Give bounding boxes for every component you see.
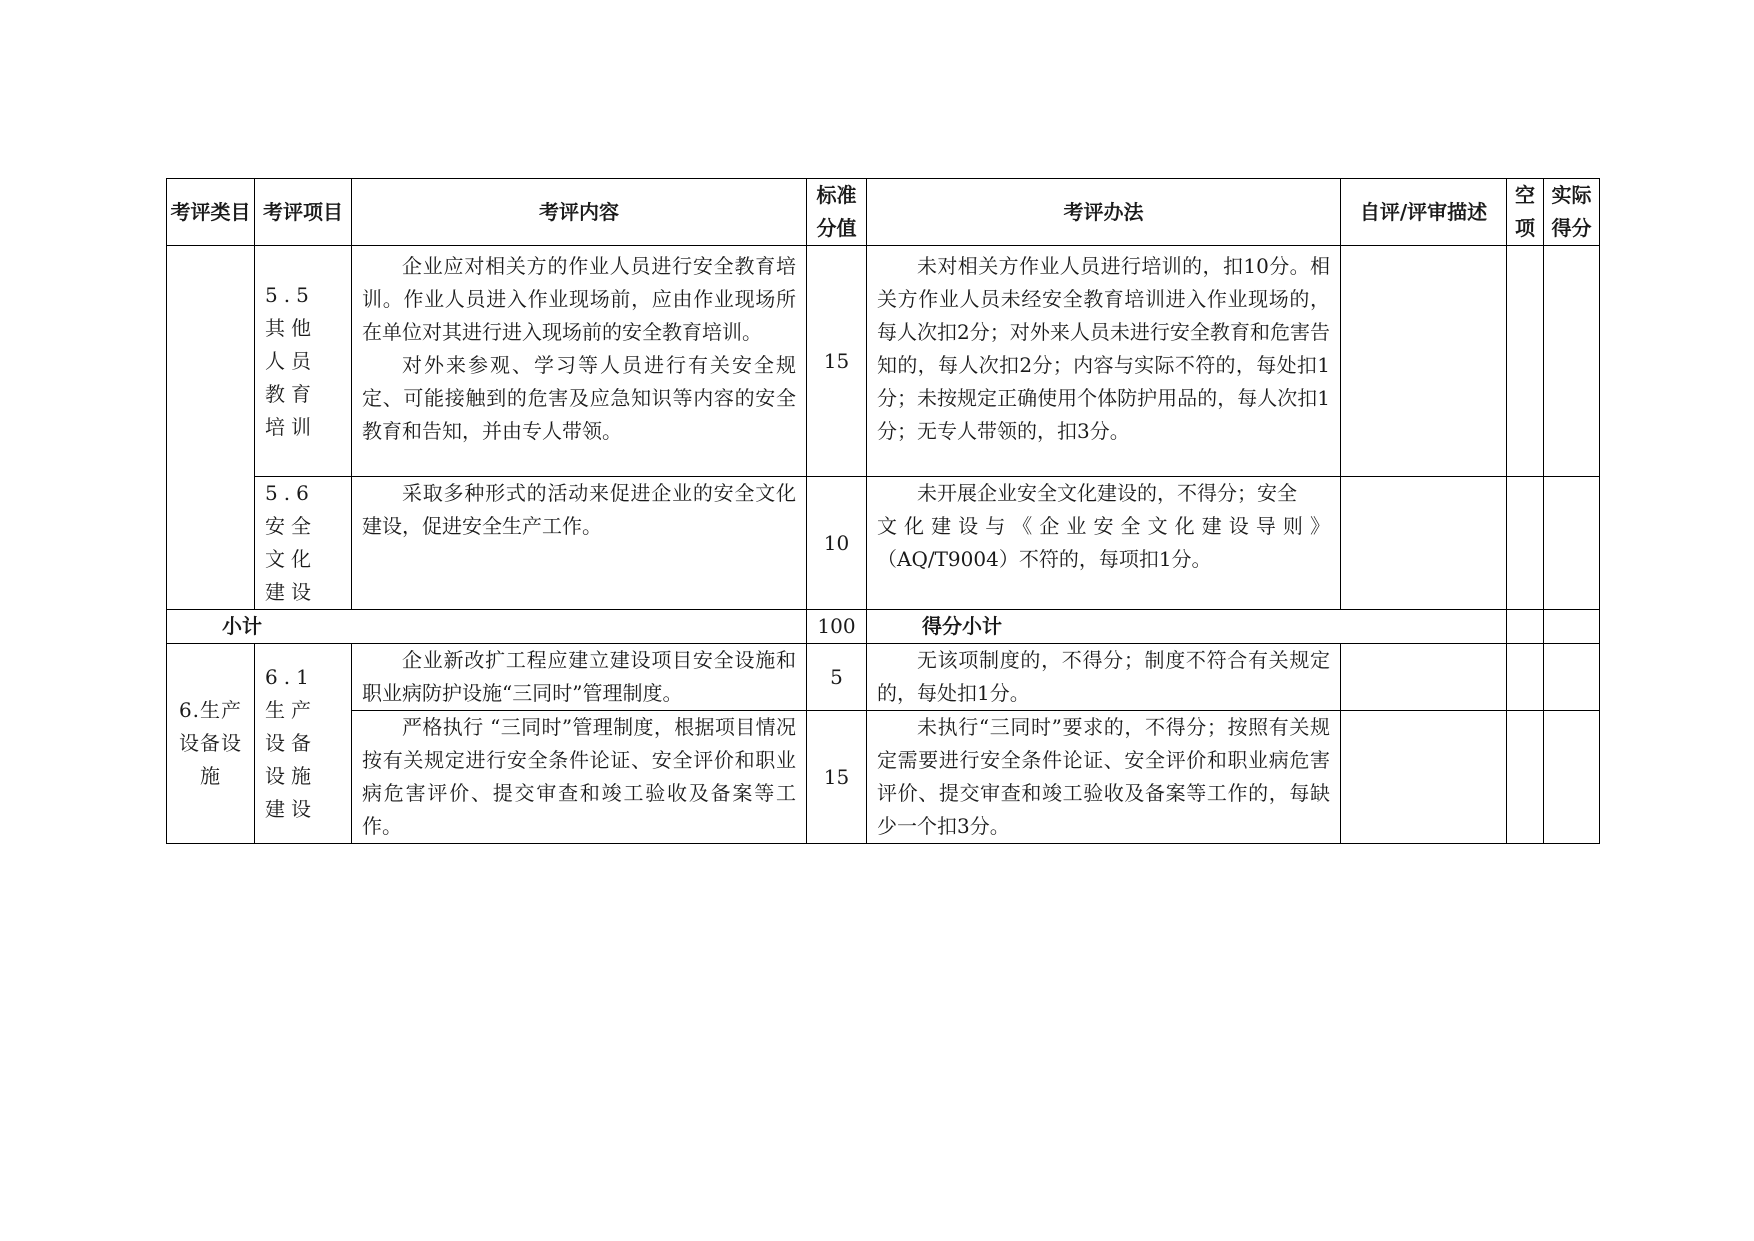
self-review-cell[interactable] <box>1341 477 1507 610</box>
content-paragraph: 企业应对相关方的作业人员进行安全教育培训。作业人员进入作业现场前，应由作业现场所在单位对其进行进入现场前的安全教育培训。 <box>362 254 796 344</box>
subtotal-label: 小计 <box>167 610 807 644</box>
empty-item-cell[interactable] <box>1507 246 1544 477</box>
score-cell: 15 <box>807 711 867 844</box>
actual-score-cell[interactable] <box>1544 477 1600 610</box>
subtotal-score-label: 得分小计 <box>867 610 1507 644</box>
header-self-review: 自评/评审描述 <box>1341 179 1507 246</box>
header-empty-item: 空项 <box>1507 179 1544 246</box>
empty-item-cell[interactable] <box>1507 477 1544 610</box>
actual-score-cell[interactable] <box>1544 610 1600 644</box>
content-cell: 严格执行 “三同时”管理制度，根据项目情况按有关规定进行安全条件论证、安全评价和职业病危害评价、提交审查和竣工验收及备案等工作。 <box>352 711 807 844</box>
category-cell: 6.生产设备设施 <box>167 644 255 844</box>
header-actual-score: 实际得分 <box>1544 179 1600 246</box>
content-cell: 企业新改扩工程应建立建设项目安全设施和职业病防护设施“三同时”管理制度。 <box>352 644 807 711</box>
method-cell: 无该项制度的，不得分；制度不符合有关规定的，每处扣1分。 <box>867 644 1341 711</box>
score-cell: 10 <box>807 477 867 610</box>
actual-score-cell[interactable] <box>1544 644 1600 711</box>
method-line: 未开展企业安全文化建设的，不得分；安全 <box>917 481 1297 505</box>
item-cell: 6.1 生产设备设施建设 <box>255 644 352 844</box>
score-cell: 15 <box>807 246 867 477</box>
actual-score-cell[interactable] <box>1544 246 1600 477</box>
empty-item-cell[interactable] <box>1507 610 1544 644</box>
table-row <box>167 711 1600 844</box>
table-row <box>167 246 1600 477</box>
content-cell: 采取多种形式的活动来促进企业的安全文化建设，促进安全生产工作。 <box>352 477 807 610</box>
self-review-cell[interactable] <box>1341 246 1507 477</box>
header-content: 考评内容 <box>352 179 807 246</box>
header-standard-score: 标准分值 <box>807 179 867 246</box>
header-method: 考评办法 <box>867 179 1341 246</box>
method-line: （AQ/T9004）不符的，每项扣1分。 <box>877 547 1212 571</box>
table-row <box>167 644 1600 711</box>
header-category: 考评类目 <box>167 179 255 246</box>
item-cell: 5.5 其他人员教育培训 <box>255 246 352 477</box>
header-item: 考评项目 <box>255 179 352 246</box>
table-row <box>167 477 1600 610</box>
actual-score-cell[interactable] <box>1544 711 1600 844</box>
empty-item-cell[interactable] <box>1507 644 1544 711</box>
self-review-cell[interactable] <box>1341 644 1507 711</box>
content-paragraph: 对外来参观、学习等人员进行有关安全规定、可能接触到的危害及应急知识等内容的安全教育和告知，并由专人带领。 <box>362 353 796 443</box>
method-line: 文化建设与《企业安全文化建设导则》 <box>877 514 1330 538</box>
score-cell: 5 <box>807 644 867 711</box>
category-cell-empty <box>167 246 255 610</box>
item-cell: 5.6 安全文化建设 <box>255 477 352 610</box>
subtotal-score: 100 <box>807 610 867 644</box>
header-row <box>167 179 1600 246</box>
content-cell <box>352 246 807 477</box>
empty-item-cell[interactable] <box>1507 711 1544 844</box>
self-review-cell[interactable] <box>1341 711 1507 844</box>
evaluation-table <box>166 178 1600 844</box>
subtotal-row <box>167 610 1600 644</box>
method-cell <box>867 477 1341 610</box>
method-cell: 未执行“三同时”要求的，不得分；按照有关规定需要进行安全条件论证、安全评价和职业病危害评价、提交审查和竣工验收及备案等工作的，每缺少一个扣3分。 <box>867 711 1341 844</box>
method-cell: 未对相关方作业人员进行培训的，扣10分。相关方作业人员未经安全教育培训进入作业现场的，每人次扣2分；对外来人员未进行安全教育和危害告知的，每人次扣2分；内容与实际不符的，每处扣1分；未按规定正确使用个体防护用品的，每人次扣1分；无专人带领的，扣3分。 <box>867 246 1341 477</box>
